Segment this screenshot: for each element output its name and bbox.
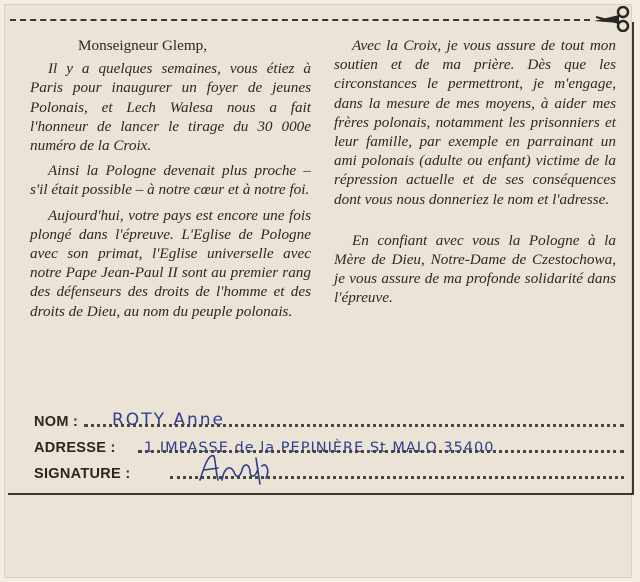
form-row-signature: [34, 456, 630, 482]
salutation: Monseigneur Glemp,: [78, 37, 208, 54]
adresse-field[interactable]: 1 IMPASSE de la PEPINIÈRE St MALO 35400: [144, 440, 495, 456]
paragraph-soutien: Avec la Croix, je vous assure de tout mon soutien et de ma prière. Dès que les circonstances le permettront, je m'engage, dans la mesure de mes moyens, à aider mes frères polonais, notamment les prisonniers et leur famille, par exemple en parrainant un ami polonais (adulte ou enfant) victime de la répression actuelle et de ses conséquences dont vous nous donneriez le nom et l'adresse.: [334, 37, 616, 208]
form-row-adresse: [34, 430, 630, 456]
form-row-nom: [34, 404, 630, 430]
cut-line: [10, 19, 590, 21]
paragraph-pologne-proche: Ainsi la Pologne devenait plus proche – s'il était possible – à notre cœur et à notre foi.: [30, 162, 311, 199]
paragraph-paris: Il y a quelques semaines, vous étiez à Paris pour inaugurer un foyer de jeunes Polonais, et Lech Walesa nous a fait l'honneur de lancer le tirage du 30 000e numéro de la Croix.: [30, 60, 311, 155]
letter-right-column: [334, 36, 616, 314]
paragraph-epreuve: Aujourd'hui, votre pays est encore une fois plongé dans l'épreuve. L'Eglise de Pologne avec son primat, l'Eglise universelle avec notre Pape Jean-Paul II sont au premier rang des défenseurs des droits de l'homme et des droits de Dieu, au nom du peuple polonais.: [30, 206, 311, 320]
signature-label: SIGNATURE :: [34, 466, 131, 482]
paragraph-solidarite: En confiant avec vous la Pologne à la Mère de Dieu, Notre-Dame de Czestochowa, je vous assure de ma profonde solidarité dans l'épreuve.: [334, 231, 616, 307]
handwritten-signature[interactable]: [196, 450, 276, 486]
newspaper-clipping: [4, 4, 632, 578]
letter-left-column: [30, 36, 311, 327]
nom-field[interactable]: ROTY Anne: [112, 410, 226, 430]
scissors-icon: [592, 6, 632, 32]
adresse-label: ADRESSE :: [34, 440, 116, 456]
frame-bottom-border: [8, 493, 634, 495]
nom-label: NOM :: [34, 414, 79, 430]
frame-right-border: [632, 22, 634, 494]
